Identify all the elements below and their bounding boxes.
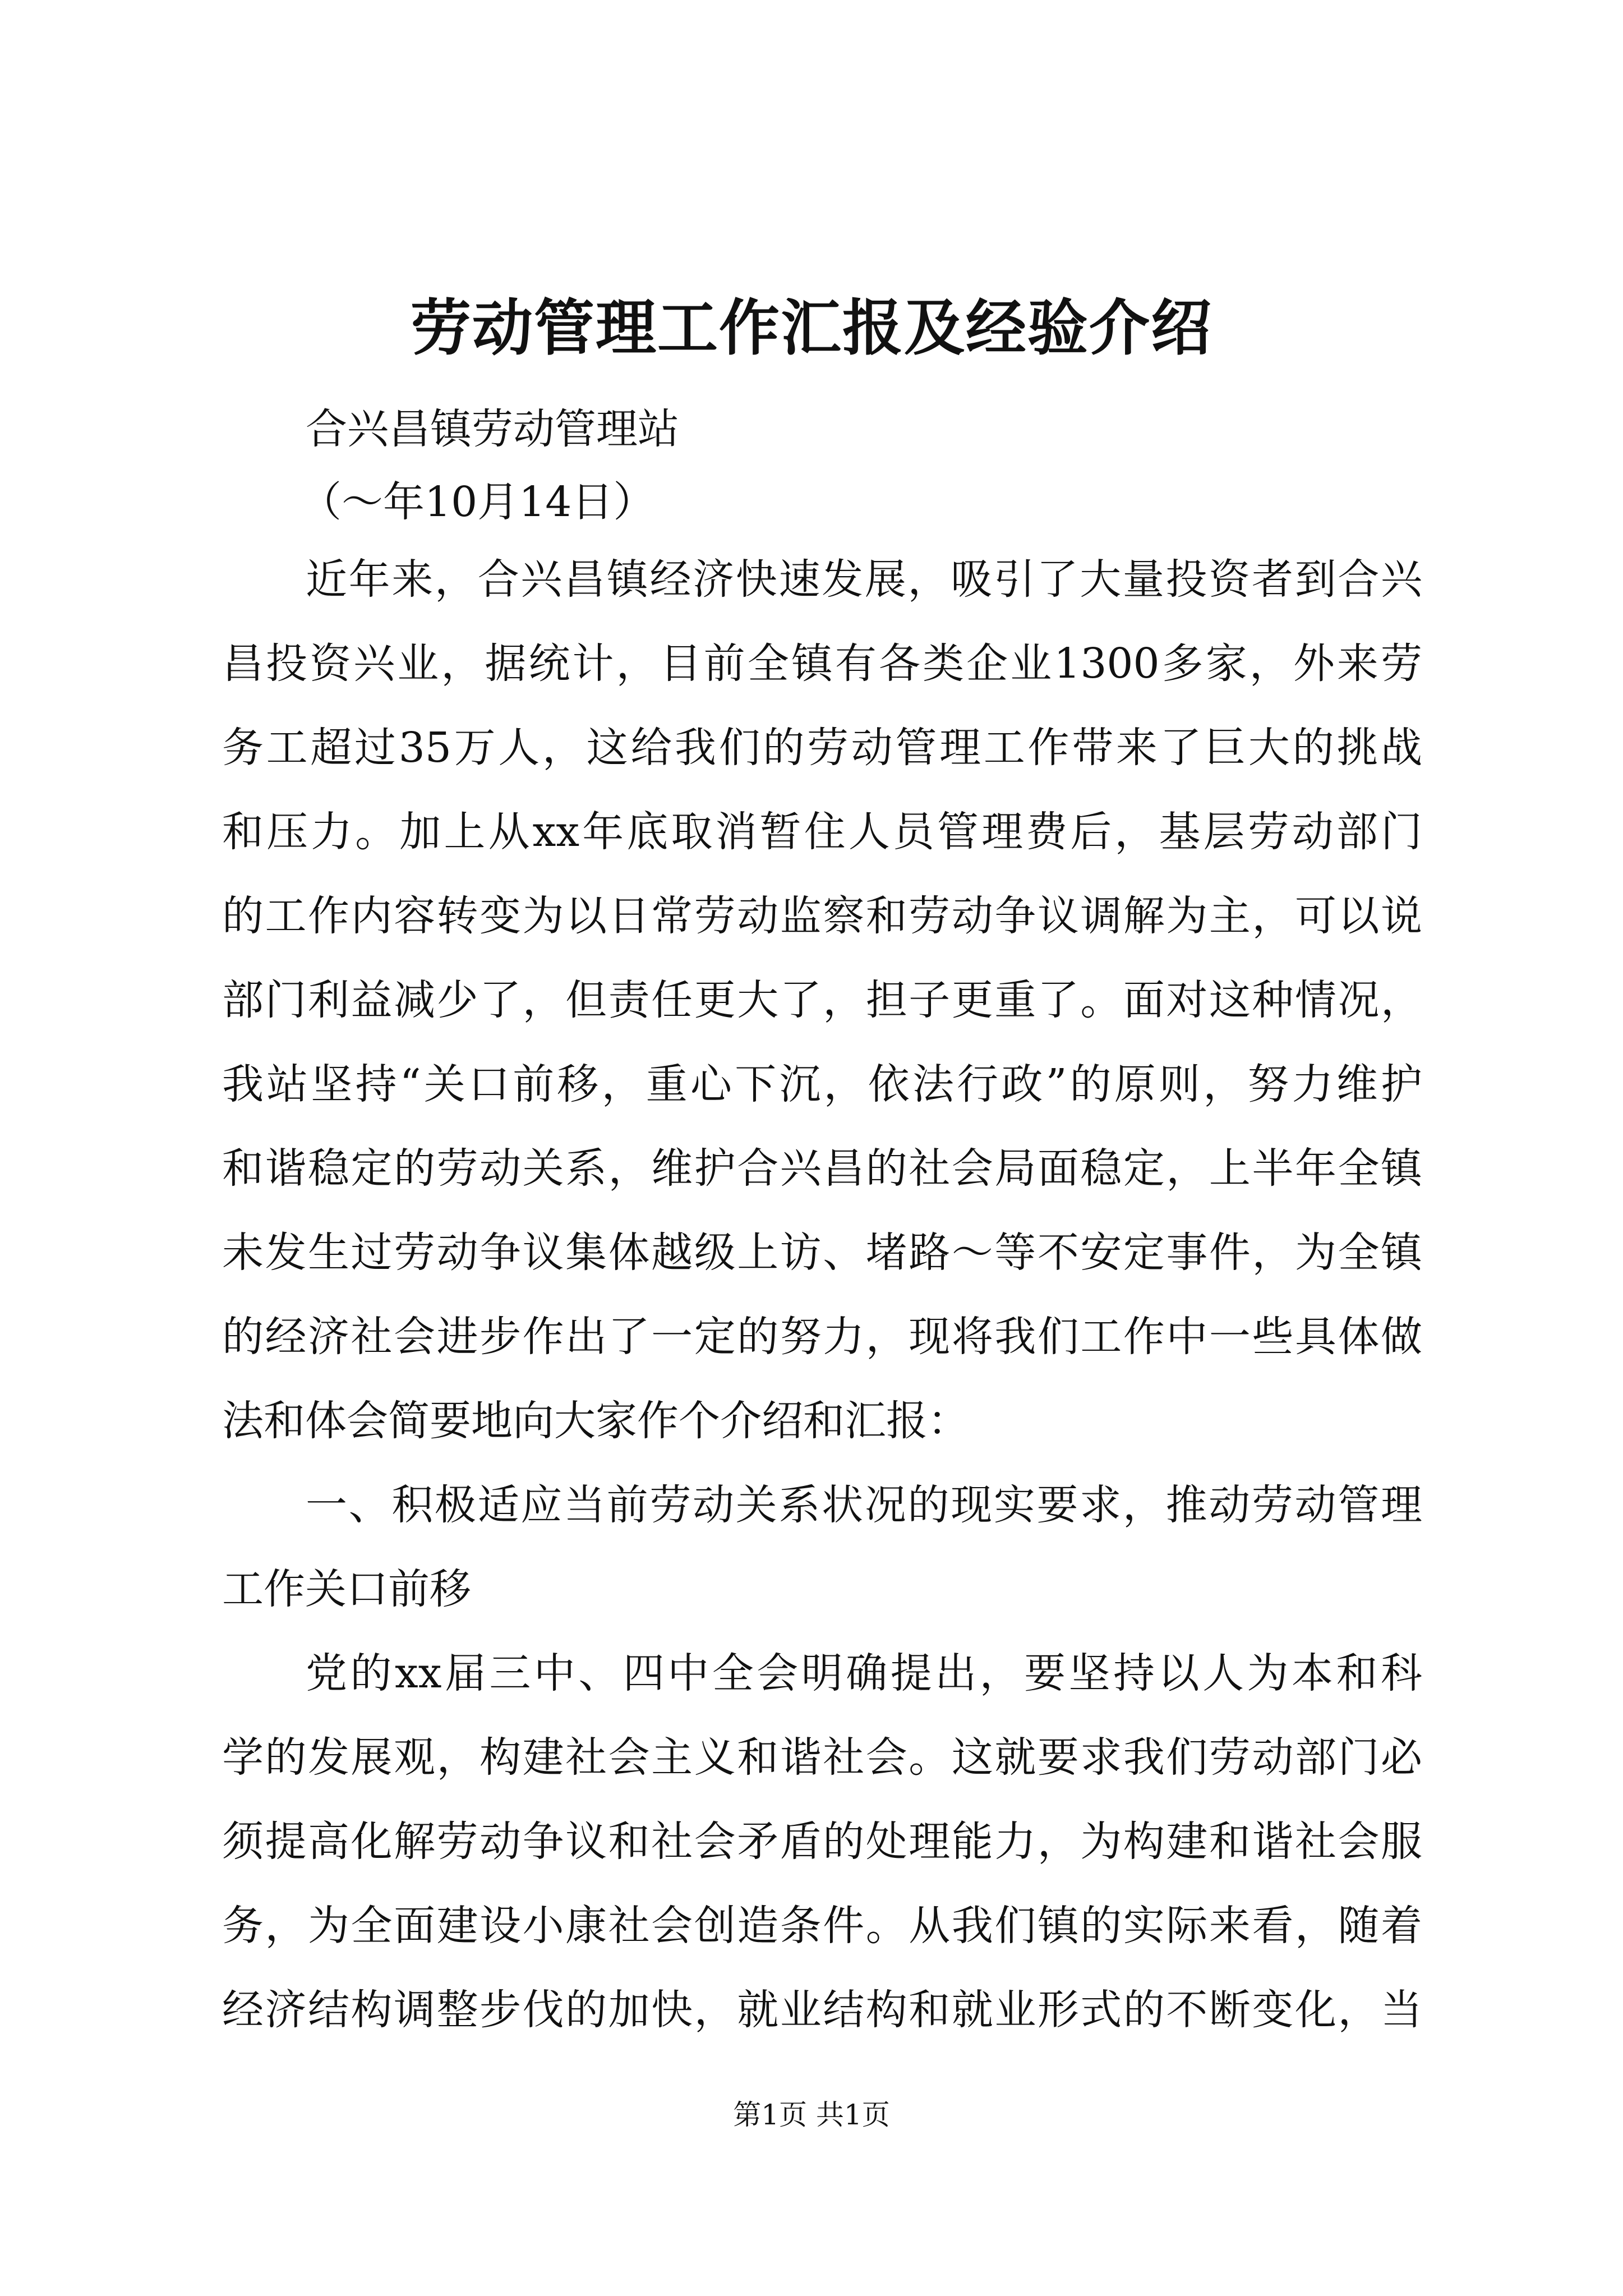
paragraph-line: 未发生过劳动争议集体越级上访、堵路～等不安定事件，为全镇 (222, 1228, 1422, 1277)
org-line: 合兴昌镇劳动管理站 (306, 405, 679, 453)
paragraph-line: 法和体会简要地向大家作个介绍和汇报： (222, 1397, 969, 1445)
paragraph-line: 我站坚持“关口前移，重心下沉，依法行政”的原则，努力维护 (222, 1060, 1422, 1108)
document-title: 劳动管理工作汇报及经验介绍 (410, 293, 1212, 364)
paragraph-line: 部门利益减少了，但责任更大了，担子更重了。面对这种情况， (222, 976, 1422, 1024)
paragraph-line: 的工作内容转变为以日常劳动监察和劳动争议调解为主，可以说 (222, 892, 1422, 940)
paragraph-line: 近年来，合兴昌镇经济快速发展，吸引了大量投资者到合兴 (306, 555, 1422, 604)
date-line: （～年10月14日） (300, 478, 655, 526)
paragraph-line: 经济结构调整步伐的加快，就业结构和就业形式的不断变化，当 (222, 1986, 1422, 2034)
paragraph-line: 学的发展观，构建社会主义和谐社会。这就要求我们劳动部门必 (222, 1733, 1422, 1782)
section-heading-line: 一、积极适应当前劳动关系状况的现实要求，推动劳动管理 (306, 1481, 1422, 1529)
paragraph-line: 昌投资兴业，据统计，目前全镇有各类企业1300多家，外来劳 (222, 639, 1422, 688)
paragraph-line: 和谐稳定的劳动关系，维护合兴昌的社会局面稳定，上半年全镇 (222, 1144, 1422, 1193)
paragraph-line: 党的xx届三中、四中全会明确提出，要坚持以人为本和科 (306, 1649, 1422, 1697)
paragraph-line: 务，为全面建设小康社会创造条件。从我们镇的实际来看，随着 (222, 1902, 1422, 1950)
paragraph-line: 务工超过35万人，这给我们的劳动管理工作带来了巨大的挑战 (222, 724, 1422, 772)
paragraph-line: 的经济社会进步作出了一定的努力，现将我们工作中一些具体做 (222, 1313, 1422, 1361)
paragraph-line: 须提高化解劳动争议和社会矛盾的处理能力，为构建和谐社会服 (222, 1818, 1422, 1866)
section-heading-line: 工作关口前移 (222, 1565, 471, 1613)
paragraph-line: 和压力。加上从xx年底取消暂住人员管理费后，基层劳动部门 (222, 808, 1422, 856)
page-footer: 第1页 共1页 (733, 2099, 890, 2131)
